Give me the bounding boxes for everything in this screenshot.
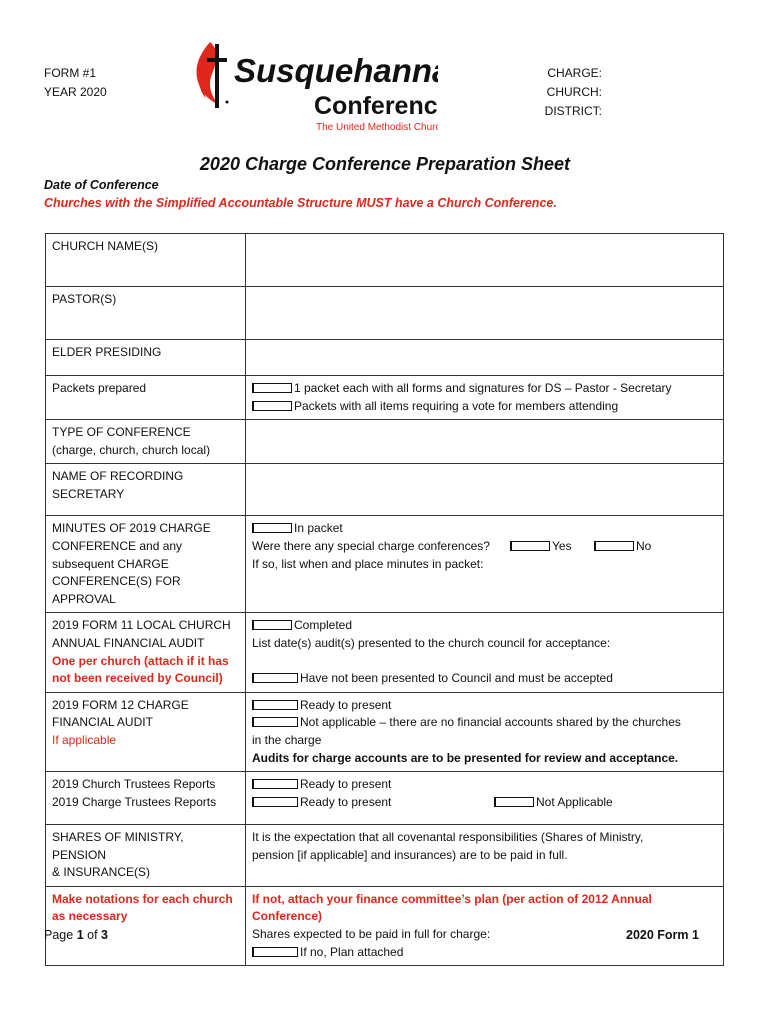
form11-line2: ANNUAL FINANCIAL AUDIT bbox=[52, 635, 205, 650]
form12-na-label-cont: in the charge bbox=[252, 732, 322, 747]
notations-line2: as necessary bbox=[52, 909, 128, 924]
table-row bbox=[46, 420, 724, 464]
finance-plan-line2: Conference) bbox=[252, 909, 323, 924]
shares-line2: & INSURANCE(S) bbox=[52, 865, 151, 880]
special-no-checkbox[interactable] bbox=[594, 541, 634, 551]
form12-if-applicable: If applicable bbox=[52, 732, 117, 747]
form11-not-presented-label: Have not been presented to Council and must be accepted bbox=[300, 670, 613, 685]
finance-plan bbox=[246, 886, 724, 965]
form12-na-label: Not applicable – there are no financial accounts shared by the churches bbox=[300, 715, 681, 730]
form-label-footer: 2020 Form 1 bbox=[626, 928, 699, 942]
type-of-conference-title: TYPE OF CONFERENCE bbox=[52, 425, 191, 440]
conference-logo bbox=[188, 38, 438, 134]
special-conferences-question: Were there any special charge conferences? bbox=[252, 538, 490, 553]
table-row bbox=[46, 613, 724, 692]
date-of-conference-label: Date of Conference bbox=[44, 178, 159, 192]
packet-members-label: Packets with all items requiring a vote for members attending bbox=[294, 398, 619, 413]
table-row bbox=[46, 692, 724, 771]
elder-presiding-field[interactable] bbox=[246, 340, 724, 376]
type-of-conference-sub: (charge, church, church local) bbox=[52, 442, 211, 457]
form11-note-line1: One per church (attach if it has bbox=[52, 653, 229, 668]
table-row bbox=[46, 376, 724, 420]
pastors-field[interactable] bbox=[246, 287, 724, 340]
logo-line2: Conference bbox=[314, 92, 438, 120]
minutes-line3: subsequent CHARGE bbox=[52, 556, 169, 571]
shares-line1: SHARES OF MINISTRY, PENSION bbox=[52, 830, 184, 862]
type-of-conference-label bbox=[46, 420, 246, 464]
table-row bbox=[46, 886, 724, 965]
special-yes-checkbox[interactable] bbox=[510, 541, 550, 551]
minutes-line1: MINUTES OF 2019 CHARGE bbox=[52, 521, 211, 536]
trustees-options bbox=[246, 772, 724, 825]
table-row bbox=[46, 516, 724, 613]
form11-label bbox=[46, 613, 246, 692]
table-row bbox=[46, 287, 724, 340]
table-row bbox=[46, 825, 724, 887]
preparation-table bbox=[45, 233, 724, 966]
charge-label: CHARGE: bbox=[547, 66, 602, 80]
shares-text-line1: It is the expectation that all covenantal responsibilities (Shares of Ministry, bbox=[252, 830, 644, 845]
form12-line2: FINANCIAL AUDIT bbox=[52, 715, 153, 730]
special-no-label: No bbox=[636, 538, 652, 553]
minutes-in-packet-label: In packet bbox=[294, 521, 343, 536]
church-trustees-label: 2019 Church Trustees Reports bbox=[52, 777, 216, 792]
church-trustees-checkbox[interactable] bbox=[252, 779, 298, 789]
form11-line1: 2019 FORM 11 LOCAL CHURCH bbox=[52, 618, 231, 633]
table-row bbox=[46, 464, 724, 516]
packet-ds-checkbox[interactable] bbox=[252, 383, 292, 393]
page-title: 2020 Charge Conference Preparation Sheet bbox=[199, 154, 571, 174]
district-label: DISTRICT: bbox=[544, 104, 602, 118]
church-names-label: CHURCH NAME(S) bbox=[46, 234, 246, 287]
form11-not-presented-checkbox[interactable] bbox=[252, 673, 298, 683]
form-header-left bbox=[44, 64, 107, 102]
minutes-line4: CONFERENCE(S) FOR APPROVAL bbox=[52, 574, 181, 606]
shares-label bbox=[46, 825, 246, 887]
shares-expectation bbox=[246, 825, 724, 887]
cross-and-flame-icon bbox=[188, 38, 438, 134]
form12-ready-checkbox[interactable] bbox=[252, 700, 298, 710]
packets-label: Packets prepared bbox=[46, 376, 246, 420]
plan-attached-checkbox[interactable] bbox=[252, 947, 298, 957]
form-number: FORM #1 bbox=[44, 66, 97, 80]
logo-line1: Susquehanna bbox=[234, 52, 438, 89]
finance-plan-line1: If not, attach your finance committee’s plan (per action of 2012 Annual bbox=[252, 891, 652, 906]
shares-text-line2: pension [if applicable] and insurances) are to be paid in full. bbox=[252, 847, 568, 862]
minutes-label bbox=[46, 516, 246, 613]
charge-trustees-label: 2019 Charge Trustees Reports bbox=[52, 794, 217, 809]
plan-attached-label: If no, Plan attached bbox=[300, 944, 404, 959]
form11-options bbox=[246, 613, 724, 692]
pastors-label: PASTOR(S) bbox=[46, 287, 246, 340]
trustees-label bbox=[46, 772, 246, 825]
form11-note-line2: not been received by Council) bbox=[52, 671, 223, 686]
minutes-line2: CONFERENCE and any bbox=[52, 538, 183, 553]
trustees-na-label: Not Applicable bbox=[536, 794, 613, 809]
notations-line1: Make notations for each church bbox=[52, 891, 233, 906]
form12-line1: 2019 FORM 12 CHARGE bbox=[52, 697, 189, 712]
special-yes-label: Yes bbox=[552, 538, 572, 553]
type-of-conference-field[interactable] bbox=[246, 420, 724, 464]
recording-secretary-line2: SECRETARY bbox=[52, 486, 125, 501]
church-label: CHURCH: bbox=[546, 85, 602, 99]
packet-ds-label: 1 packet each with all forms and signatures for DS – Pastor - Secretary bbox=[294, 381, 672, 395]
form11-completed-label: Completed bbox=[294, 618, 353, 633]
trustees-na-checkbox[interactable] bbox=[494, 797, 534, 807]
charge-trustees-ready-label: Ready to present bbox=[300, 794, 392, 809]
packet-members-checkbox[interactable] bbox=[252, 401, 292, 411]
form12-label bbox=[46, 692, 246, 771]
charge-trustees-checkbox[interactable] bbox=[252, 797, 298, 807]
form12-na-checkbox[interactable] bbox=[252, 717, 298, 727]
table-row bbox=[46, 340, 724, 376]
church-trustees-ready-label: Ready to present bbox=[300, 777, 392, 792]
form11-completed-checkbox[interactable] bbox=[252, 620, 292, 630]
logo-tagline: The United Methodist Church bbox=[316, 122, 438, 133]
form-year: YEAR 2020 bbox=[44, 85, 107, 99]
table-row bbox=[46, 772, 724, 825]
recording-secretary-line1: NAME OF RECORDING bbox=[52, 469, 184, 484]
recording-secretary-field[interactable] bbox=[246, 464, 724, 516]
form12-note: Audits for charge accounts are to be presented for review and acceptance. bbox=[252, 750, 679, 765]
form12-ready-label: Ready to present bbox=[300, 697, 392, 712]
packets-options bbox=[246, 376, 724, 420]
recording-secretary-label bbox=[46, 464, 246, 516]
form-header-right bbox=[520, 64, 602, 121]
simplified-structure-notice: Churches with the Simplified Accountable Structure MUST have a Church Conference. bbox=[44, 196, 557, 210]
minutes-list-label: If so, list when and place minutes in packet: bbox=[252, 556, 484, 571]
church-names-field[interactable] bbox=[246, 234, 724, 287]
table-row bbox=[46, 234, 724, 287]
shares-expected-label: Shares expected to be paid in full for charge: bbox=[252, 927, 491, 942]
elder-presiding-label: ELDER PRESIDING bbox=[46, 340, 246, 376]
minutes-options bbox=[246, 516, 724, 613]
form11-list-label: List date(s) audit(s) presented to the church council for acceptance: bbox=[252, 635, 611, 650]
minutes-in-packet-checkbox[interactable] bbox=[252, 523, 292, 533]
notations-label bbox=[46, 886, 246, 965]
page-number: Page 1 of 3 bbox=[44, 928, 108, 942]
form12-options bbox=[246, 692, 724, 771]
